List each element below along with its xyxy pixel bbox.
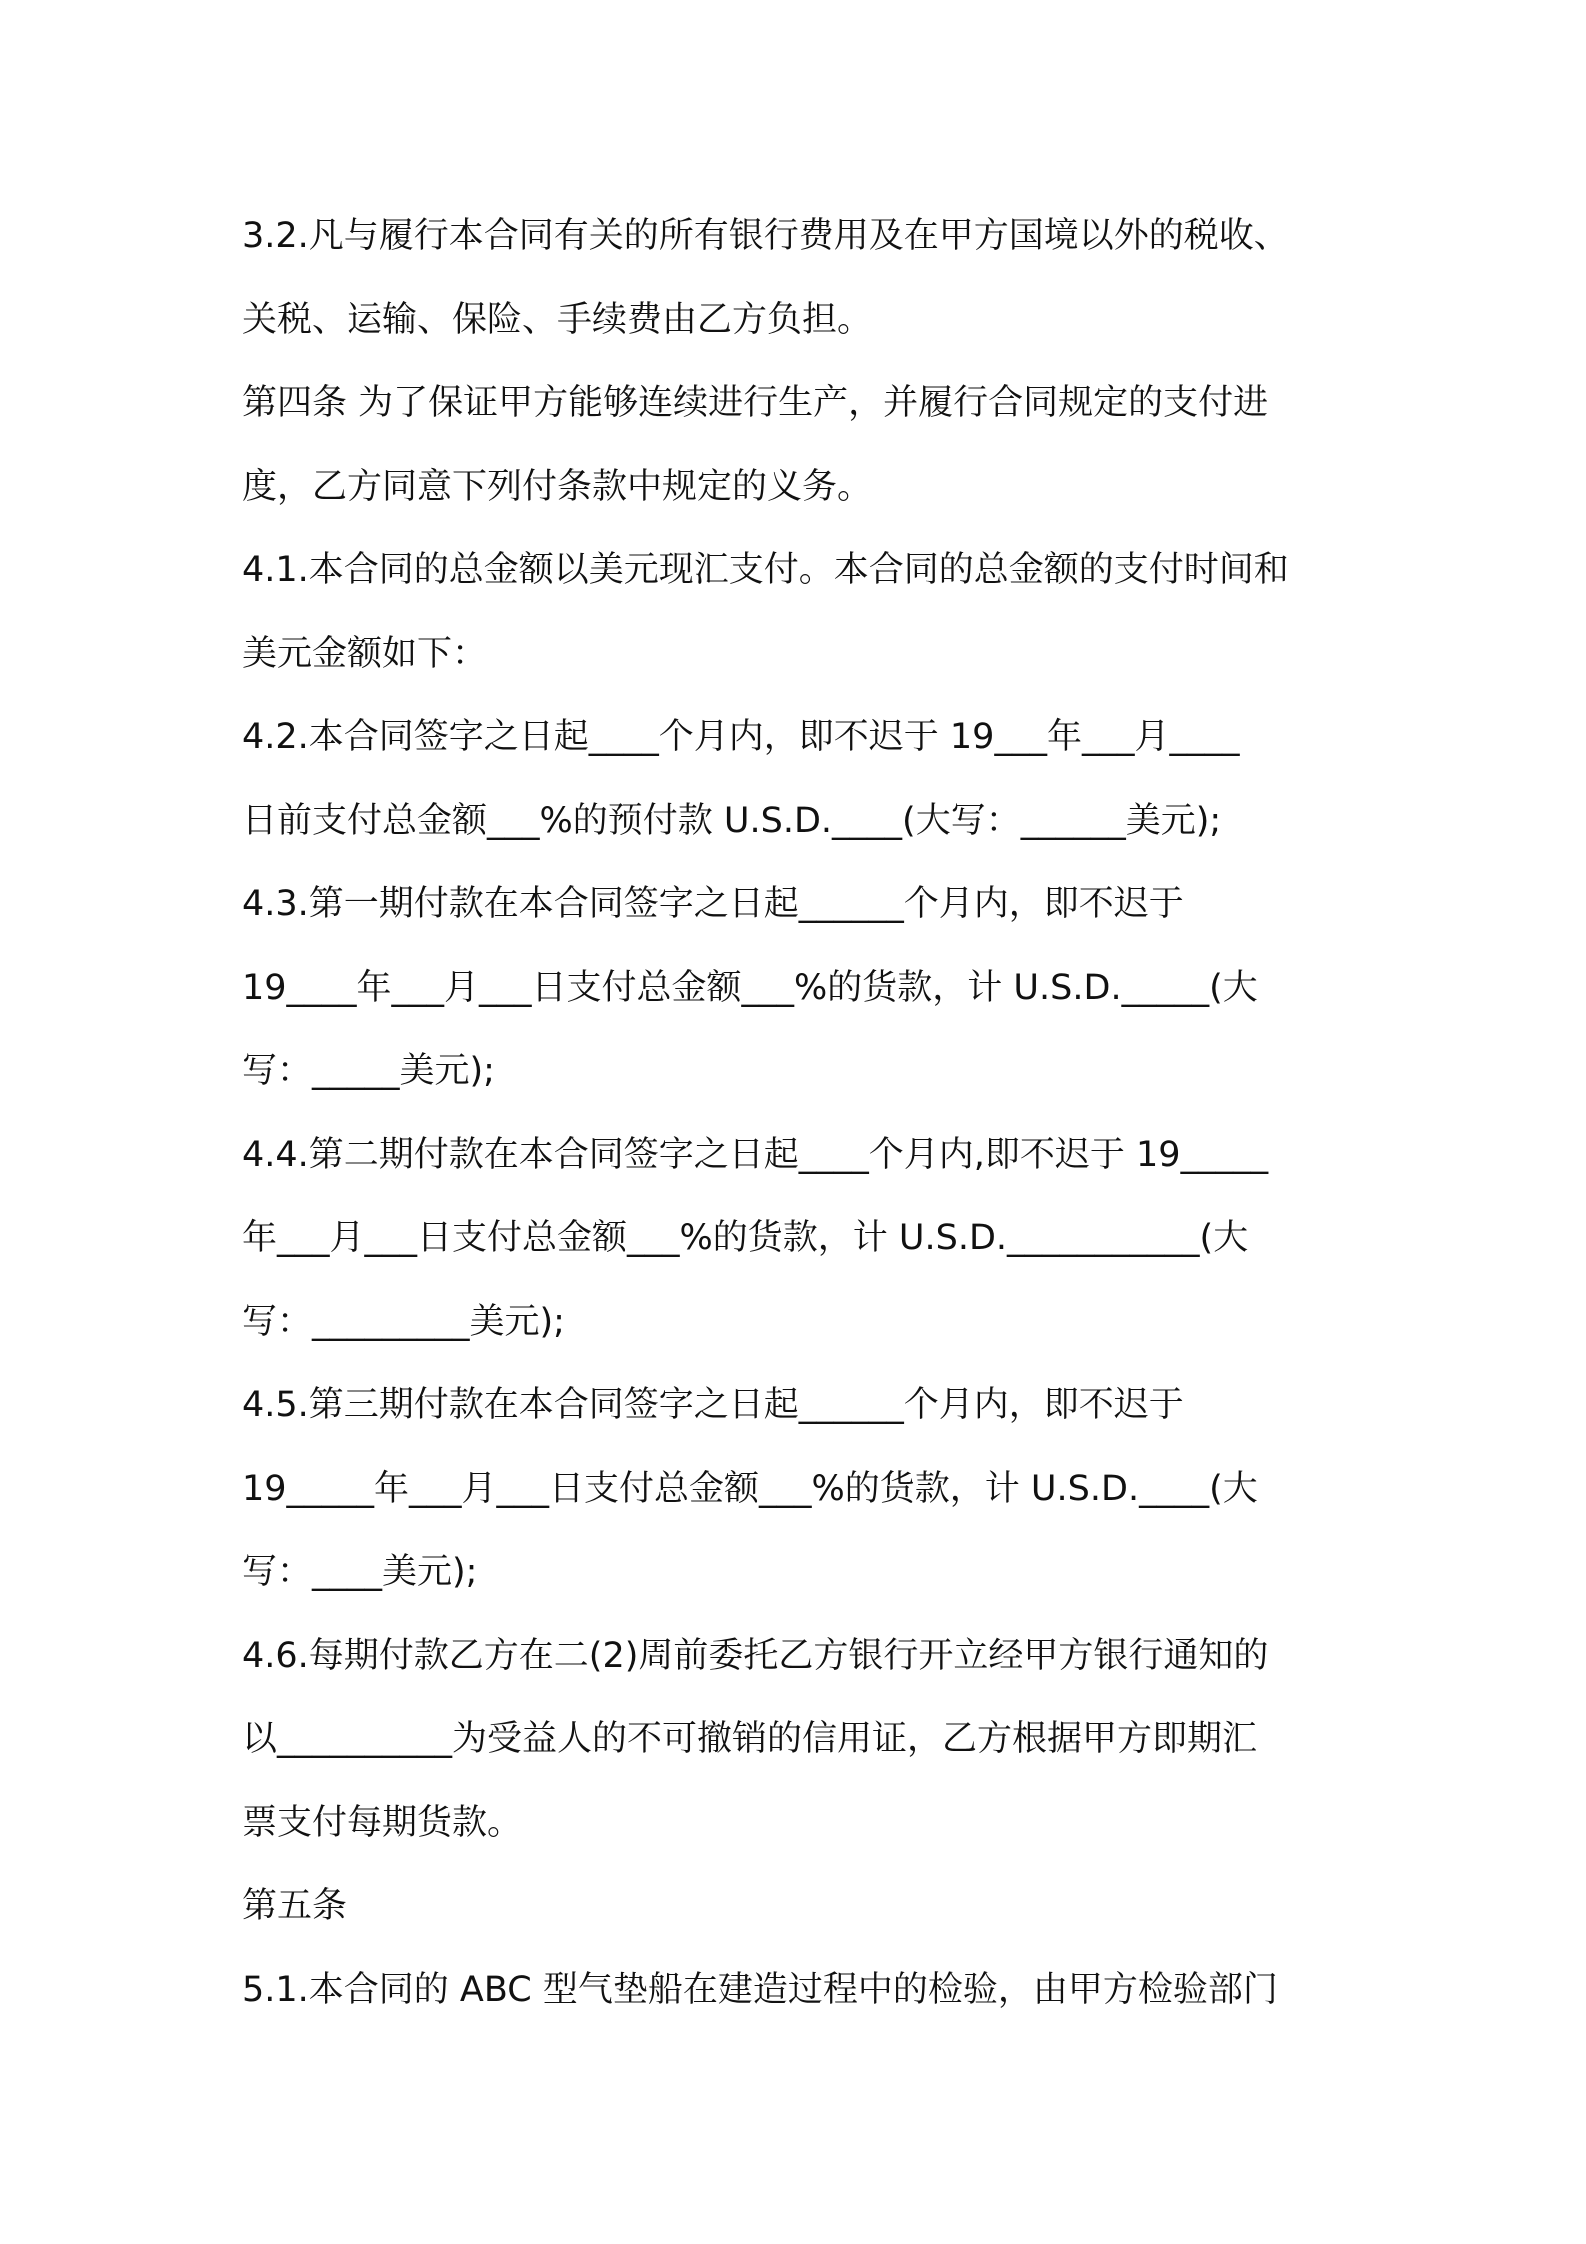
text-line-4-1-b: 美元金额如下： — [242, 633, 488, 674]
text-line-4-1-a: 4.1.本合同的总金额以美元现汇支付。本合同的总金额的支付时间和 — [242, 550, 1289, 590]
text-line-5-1: 5.1.本合同的 ABC 型气垫船在建造过程中的检验，由甲方检验部门 — [242, 1969, 1278, 2010]
text-line-4-6-a: 4.6.每期付款乙方在二(2)周前委托乙方银行开立经甲方银行通知的 — [242, 1635, 1269, 1676]
text-line-4-4-a: 4.4.第二期付款在本合同签字之日起____个月内,即不迟于 19_____ — [242, 1134, 1269, 1175]
text-line-4-5-a: 4.5.第三期付款在本合同签字之日起______个月内，即不迟于 — [242, 1385, 1184, 1425]
text-line-4-4-c: 写：_________美元); — [242, 1301, 565, 1342]
text-line-4-4-b: 年___月___日支付总金额___%的货款，计 U.S.D.___________(大 — [242, 1218, 1249, 1258]
text-line-4-5-b: 19_____年___月___日支付总金额___%的货款，计 U.S.D.____(大 — [242, 1468, 1258, 1509]
text-line-3-2-b: 关税、运输、保险、手续费由乙方负担。 — [242, 299, 873, 340]
text-line-article-5: 第五条 — [242, 1886, 348, 1926]
text-line-4-3-c: 写：_____美元); — [242, 1051, 495, 1091]
text-line-3-2-a: 3.2.凡与履行本合同有关的所有银行费用及在甲方国境以外的税收、 — [242, 216, 1289, 256]
text-line-4-5-c: 写：____美元); — [242, 1552, 478, 1592]
text-line-4-3-b: 19____年___月___日支付总金额___%的货款，计 U.S.D._____(大 — [242, 967, 1258, 1008]
text-line-4-2-b: 日前支付总金额___%的预付款 U.S.D.____(大写：______美元); — [242, 800, 1222, 841]
text-line-4-6-c: 票支付每期货款。 — [242, 1802, 523, 1843]
text-line-4-3-a: 4.3.第一期付款在本合同签字之日起______个月内，即不迟于 — [242, 884, 1184, 924]
text-line-article-4-b: 度，乙方同意下列付条款中规定的义务。 — [242, 466, 873, 507]
text-line-article-4-a: 第四条 为了保证甲方能够连续进行生产，并履行合同规定的支付进 — [242, 383, 1269, 423]
document-page — [242, 195, 1354, 2032]
text-line-4-2-a: 4.2.本合同签字之日起____个月内，即不迟于 19___年___月____ — [242, 717, 1240, 757]
text-line-4-6-b: 以__________为受益人的不可撤销的信用证，乙方根据甲方即期汇 — [242, 1719, 1258, 1759]
